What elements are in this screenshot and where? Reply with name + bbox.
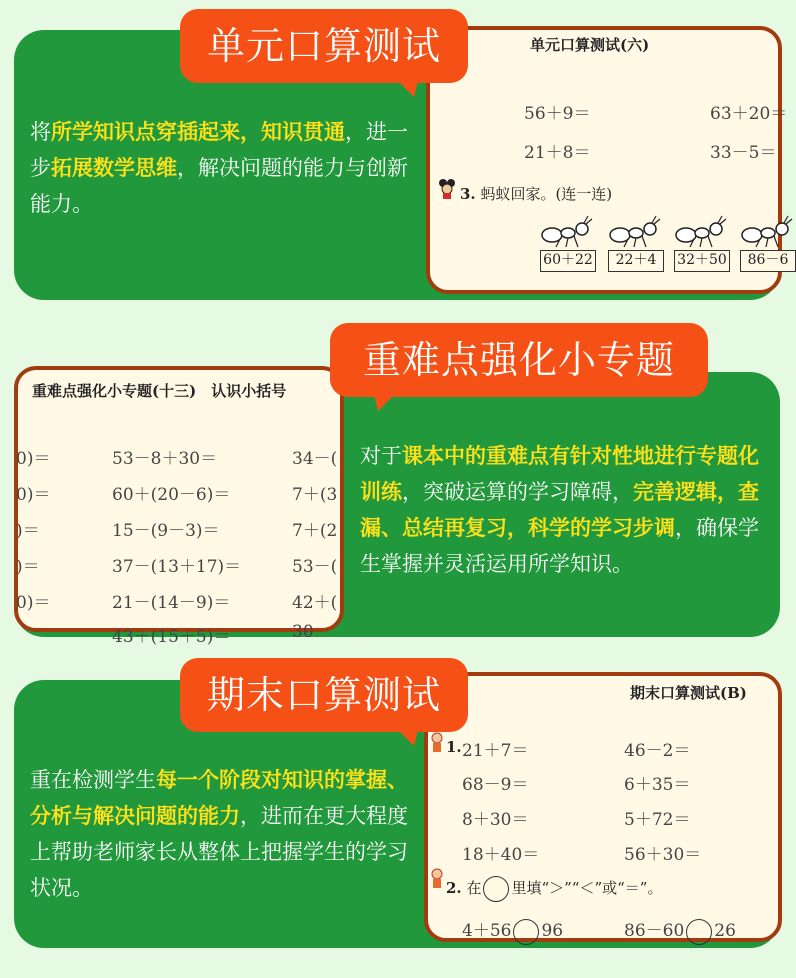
- blank-circle-icon: [686, 919, 712, 945]
- cartoon-mascot-icon: [428, 732, 446, 754]
- description-text: ，确保学生掌握并灵活运用所学知识。: [360, 516, 759, 576]
- equation: 53－8＋30＝: [112, 449, 218, 469]
- section-final-test-description: [30, 762, 420, 906]
- equation: 21＋7＝: [462, 741, 529, 761]
- final-test-sheet-preview: [424, 672, 782, 942]
- equation: 33－5＝: [710, 143, 777, 163]
- equation-fragment: 30: [292, 622, 314, 642]
- section-key-topics-description: [360, 438, 770, 582]
- description-text: 对于: [360, 444, 402, 468]
- key-topics-sheet-preview: [14, 366, 344, 647]
- equation: 56＋30＝: [624, 845, 702, 865]
- highlighted-text: 每一个阶段对知识的掌握、分析与解决问题的能力: [30, 768, 408, 828]
- ant-icon: [740, 215, 796, 249]
- equation: 6＋35＝: [624, 775, 691, 795]
- section-final-test-tag: [180, 658, 468, 732]
- question-number: 1.: [446, 738, 462, 756]
- description-text: ，解决问题的能力与创新能力。: [30, 156, 408, 216]
- question-text-pre: 在: [466, 879, 482, 897]
- description-text: 将: [30, 120, 51, 144]
- section-key-topics-tag: [330, 323, 708, 397]
- ant-icon: [674, 215, 730, 249]
- equation-fragment: )＝: [16, 557, 40, 577]
- question-text-post: 里填“＞”“＜”或“＝”。: [511, 879, 663, 897]
- ant-expression-box: 60＋22: [540, 250, 596, 272]
- highlighted-text: 完善逻辑，查漏、总结再复习，科学的学习步调: [360, 480, 759, 540]
- compare-item: 86－60 26: [624, 916, 736, 945]
- compare-item: 4＋56 96: [462, 916, 563, 945]
- sheet-title: 重难点强化小专题(十三) 认识小括号: [32, 382, 287, 400]
- question-number: 3.: [460, 185, 476, 203]
- equation-fragment: 0)＝: [16, 593, 51, 613]
- ant-expression-box: 86－6: [740, 250, 796, 272]
- question-ant-home: [460, 183, 612, 204]
- equation: 43＋(15＋5)＝: [112, 627, 231, 647]
- equation-fragment: 0)＝: [16, 449, 51, 469]
- equation: 18＋40＝: [462, 845, 540, 865]
- blank-circle-icon: [513, 919, 539, 945]
- tag-label: 单元口算测试: [206, 24, 441, 68]
- highlighted-text: 所学知识点穿插起来，知识贯通: [51, 120, 345, 144]
- sheet-title: 期末口算测试(B): [630, 684, 747, 702]
- equation-fragment: )＝: [16, 521, 40, 541]
- equation-fragment: 0)＝: [16, 485, 51, 505]
- equation: 8＋30＝: [462, 810, 529, 830]
- mouse-mascot-icon: [438, 178, 456, 200]
- equation: 21＋8＝: [524, 143, 591, 163]
- equation: 56＋9＝: [524, 104, 591, 124]
- description-text: ，进而在更大程度上帮助老师家长从整体上把握学生的学习状况。: [30, 804, 408, 900]
- section-unit-test-tag: [180, 9, 468, 83]
- ant-icon: [540, 215, 596, 249]
- tag-label: 期末口算测试: [206, 673, 441, 717]
- question-compare: [446, 876, 662, 902]
- equation-fragment: 7＋(2: [292, 521, 338, 541]
- equation-fragment: 34－(: [292, 449, 338, 469]
- question-text: 蚂蚁回家。(连一连): [480, 185, 613, 203]
- equation-fragment: 7＋(3: [292, 485, 338, 505]
- equation: 5＋72＝: [624, 810, 691, 830]
- unit-test-sheet-preview: [426, 26, 789, 294]
- equation-fragment: 42＋(: [292, 593, 338, 613]
- equation: 46－2＝: [624, 741, 691, 761]
- ant-expression-box: 32＋50: [674, 250, 730, 272]
- equation: 37－(13＋17)＝: [112, 557, 242, 577]
- cartoon-mascot-icon: [428, 868, 446, 890]
- highlighted-text: 课本中的重难点有针对性地进行专题化训练: [360, 444, 759, 504]
- equation: 63＋20＝: [710, 104, 788, 124]
- highlighted-text: 拓展数学思维: [51, 156, 177, 180]
- description-text: 重在检测学生: [30, 768, 156, 792]
- description-text: ，进一步: [30, 120, 408, 180]
- blank-circle-icon: [483, 876, 509, 902]
- ant-expression-box: 22＋4: [608, 250, 664, 272]
- question-number: 2.: [446, 879, 462, 897]
- section-unit-test-description: [30, 114, 418, 222]
- equation: 60＋(20－6)＝: [112, 485, 231, 505]
- equation: 68－9＝: [462, 775, 529, 795]
- equation: 15－(9－3)＝: [112, 521, 220, 541]
- sheet-title: 单元口算测试(六): [530, 36, 650, 54]
- tag-label: 重难点强化小专题: [362, 338, 675, 382]
- ant-icon: [608, 215, 664, 249]
- description-text: ，突破运算的学习障碍，: [402, 480, 633, 504]
- equation: 21－(14－9)＝: [112, 593, 231, 613]
- equation-fragment: 53－(: [292, 557, 338, 577]
